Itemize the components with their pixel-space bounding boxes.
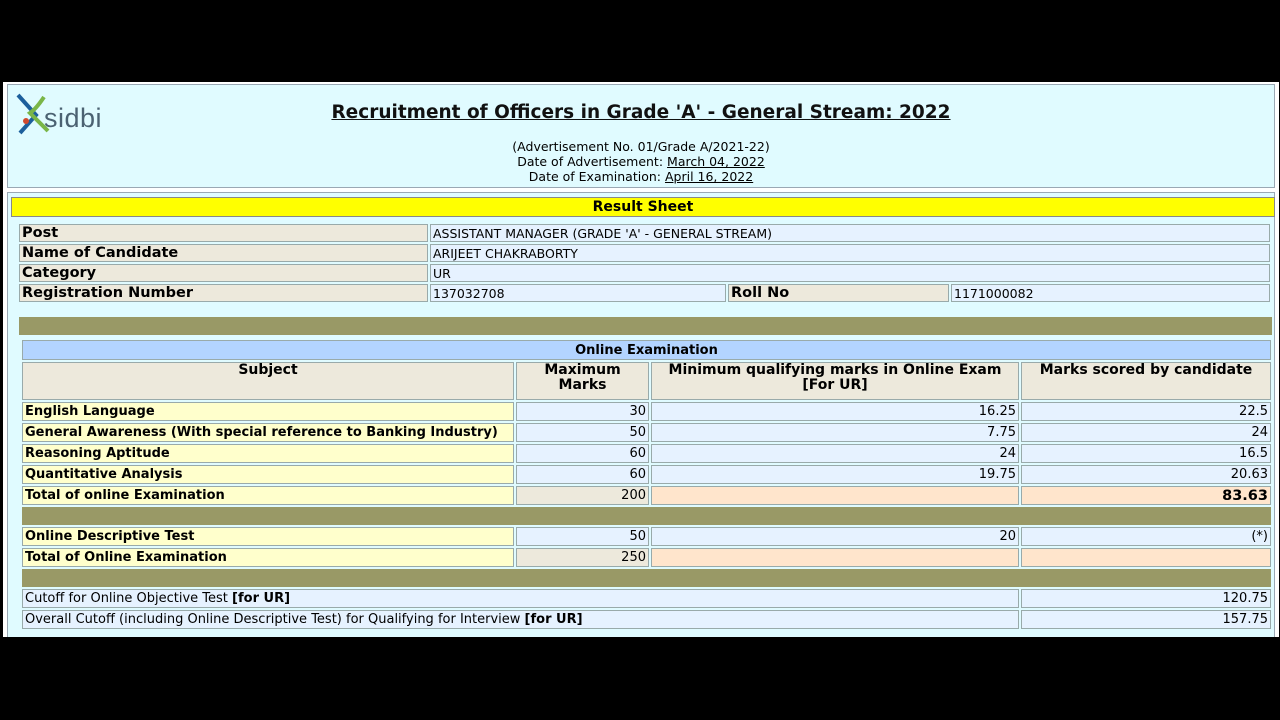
category-value: UR — [430, 264, 1270, 282]
subject-cell: Reasoning Aptitude — [22, 444, 514, 463]
cutoff-objective-label — [22, 589, 1019, 608]
category-row — [19, 264, 1270, 282]
cutoff-overall-label — [22, 610, 1019, 629]
cutoff-overall-tag: [for UR] — [524, 612, 583, 627]
descriptive-min: 20 — [651, 527, 1019, 546]
grand-total-label: Total of Online Examination — [22, 548, 514, 567]
result-sheet-title: Result Sheet — [11, 197, 1275, 217]
subject-cell: General Awareness (With special reference to Banking Industry) — [22, 423, 514, 442]
letterbox-bottom — [0, 637, 1280, 720]
advertisement-number: (Advertisement No. 01/Grade A/2021-22) — [512, 139, 770, 154]
total-row — [22, 486, 1271, 505]
grand-total-row — [22, 548, 1271, 567]
subject-cell: English Language — [22, 402, 514, 421]
min-cell: 24 — [651, 444, 1019, 463]
separator-row — [22, 507, 1271, 525]
total-label: Total of online Examination — [22, 486, 514, 505]
col-subject: Subject — [22, 362, 514, 400]
candidate-info-table — [17, 222, 1272, 304]
grand-total-scored-empty — [1021, 548, 1271, 567]
post-value: ASSISTANT MANAGER (GRADE 'A' - GENERAL STREAM) — [430, 224, 1270, 242]
separator-cell — [22, 507, 1271, 525]
grand-total-min-empty — [651, 548, 1019, 567]
date-exam-value: April 16, 2022 — [664, 169, 754, 184]
date-adv-value: March 04, 2022 — [667, 154, 765, 169]
logo-text: sidbi — [44, 103, 103, 133]
scored-cell: 16.5 — [1021, 444, 1271, 463]
total-min-empty — [651, 486, 1019, 505]
date-exam-label: Date of Examination: — [528, 169, 661, 184]
subject-cell: Quantitative Analysis — [22, 465, 514, 484]
cutoff-overall-row — [22, 610, 1271, 629]
roll-value: 1171000082 — [951, 284, 1270, 302]
page-header — [7, 84, 1275, 188]
table-row — [22, 444, 1271, 463]
separator-row — [22, 569, 1271, 587]
category-label: Category — [19, 264, 428, 282]
post-label: Post — [19, 224, 428, 242]
max-cell: 30 — [516, 402, 649, 421]
table-row — [22, 402, 1271, 421]
page-title: Recruitment of Officers in Grade 'A' - General Stream: 2022 — [331, 102, 951, 123]
grand-total-max: 250 — [516, 548, 649, 567]
min-cell: 19.75 — [651, 465, 1019, 484]
roll-label: Roll No — [728, 284, 949, 302]
scored-cell: 24 — [1021, 423, 1271, 442]
name-label: Name of Candidate — [19, 244, 428, 262]
cutoff-objective-row — [22, 589, 1271, 608]
total-max: 200 — [516, 486, 649, 505]
registration-label: Registration Number — [19, 284, 428, 302]
registration-value: 137032708 — [430, 284, 726, 302]
online-exam-table — [20, 338, 1273, 631]
separator-cell — [22, 569, 1271, 587]
scored-cell: 20.63 — [1021, 465, 1271, 484]
result-frame — [7, 192, 1275, 637]
name-value: ARIJEET CHAKRABORTY — [430, 244, 1270, 262]
name-row — [19, 244, 1270, 262]
max-cell: 60 — [516, 465, 649, 484]
advertisement-info — [8, 139, 1274, 184]
descriptive-max: 50 — [516, 527, 649, 546]
column-header-row — [22, 362, 1271, 400]
min-cell: 7.75 — [651, 423, 1019, 442]
separator-bar — [19, 317, 1272, 335]
min-cell: 16.25 — [651, 402, 1019, 421]
cutoff-objective-text: Cutoff for Online Objective Test — [25, 591, 228, 606]
cutoff-overall-value: 157.75 — [1021, 610, 1271, 629]
col-min-qualifying: Minimum qualifying marks in Online Exam [For UR] — [651, 362, 1019, 400]
online-exam-title: Online Examination — [22, 340, 1271, 360]
date-of-advertisement — [8, 154, 1274, 169]
registration-row — [19, 284, 1270, 302]
table-row — [22, 465, 1271, 484]
date-of-examination — [8, 169, 1274, 184]
cutoff-objective-tag: [for UR] — [232, 591, 291, 606]
scored-cell: 22.5 — [1021, 402, 1271, 421]
max-cell: 60 — [516, 444, 649, 463]
page — [3, 82, 1279, 637]
cutoff-objective-value: 120.75 — [1021, 589, 1271, 608]
col-max-marks: Maximum Marks — [516, 362, 649, 400]
total-scored: 83.63 — [1021, 486, 1271, 505]
col-marks-scored: Marks scored by candidate — [1021, 362, 1271, 400]
descriptive-row — [22, 527, 1271, 546]
date-adv-label: Date of Advertisement: — [517, 154, 664, 169]
post-row — [19, 224, 1270, 242]
cutoff-overall-text: Overall Cutoff (including Online Descriptive Test) for Qualifying for Interview — [25, 612, 521, 627]
descriptive-scored: (*) — [1021, 527, 1271, 546]
max-cell: 50 — [516, 423, 649, 442]
table-row — [22, 423, 1271, 442]
descriptive-label: Online Descriptive Test — [22, 527, 514, 546]
